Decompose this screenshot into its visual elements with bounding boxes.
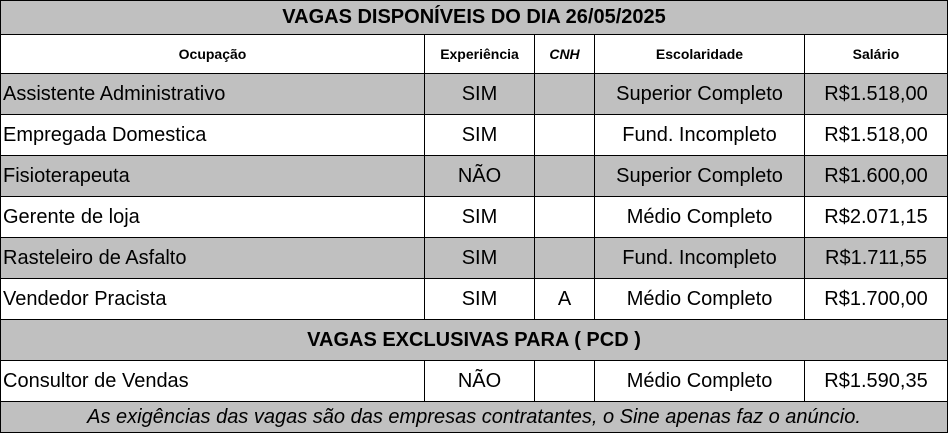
education-cell: Superior Completo bbox=[595, 74, 805, 115]
header-occupation: Ocupação bbox=[1, 35, 425, 74]
occupation-cell: Rasteleiro de Asfalto bbox=[1, 238, 425, 279]
table-row bbox=[1, 197, 948, 238]
education-cell: Médio Completo bbox=[595, 361, 805, 402]
salary-cell: R$1.700,00 bbox=[805, 279, 948, 320]
experience-cell: SIM bbox=[425, 197, 535, 238]
occupation-cell: Assistente Administrativo bbox=[1, 74, 425, 115]
cnh-cell bbox=[535, 115, 595, 156]
experience-cell: SIM bbox=[425, 115, 535, 156]
education-cell: Fund. Incompleto bbox=[595, 115, 805, 156]
salary-cell: R$2.071,15 bbox=[805, 197, 948, 238]
experience-cell: NÃO bbox=[425, 361, 535, 402]
occupation-cell: Consultor de Vendas bbox=[1, 361, 425, 402]
table-row bbox=[1, 279, 948, 320]
salary-cell: R$1.518,00 bbox=[805, 74, 948, 115]
cnh-cell bbox=[535, 197, 595, 238]
header-education: Escolaridade bbox=[595, 35, 805, 74]
experience-cell: NÃO bbox=[425, 156, 535, 197]
education-cell: Superior Completo bbox=[595, 156, 805, 197]
cnh-cell bbox=[535, 156, 595, 197]
table-row bbox=[1, 115, 948, 156]
footer-note: As exigências das vagas são das empresas contratantes, o Sine apenas faz o anúncio. bbox=[1, 402, 948, 433]
header-row bbox=[1, 35, 948, 74]
cnh-cell bbox=[535, 74, 595, 115]
pcd-section-title: VAGAS EXCLUSIVAS PARA ( PCD ) bbox=[1, 320, 948, 361]
header-salary: Salário bbox=[805, 35, 948, 74]
experience-cell: SIM bbox=[425, 238, 535, 279]
salary-cell: R$1.711,55 bbox=[805, 238, 948, 279]
cnh-cell: A bbox=[535, 279, 595, 320]
cnh-cell bbox=[535, 238, 595, 279]
table-row bbox=[1, 156, 948, 197]
header-cnh: CNH bbox=[535, 35, 595, 74]
cnh-cell bbox=[535, 361, 595, 402]
experience-cell: SIM bbox=[425, 279, 535, 320]
salary-cell: R$1.590,35 bbox=[805, 361, 948, 402]
occupation-cell: Gerente de loja bbox=[1, 197, 425, 238]
table-title: VAGAS DISPONÍVEIS DO DIA 26/05/2025 bbox=[1, 1, 948, 35]
occupation-cell: Empregada Domestica bbox=[1, 115, 425, 156]
table-row bbox=[1, 361, 948, 402]
table-row bbox=[1, 74, 948, 115]
education-cell: Médio Completo bbox=[595, 279, 805, 320]
education-cell: Fund. Incompleto bbox=[595, 238, 805, 279]
occupation-cell: Fisioterapeuta bbox=[1, 156, 425, 197]
header-experience: Experiência bbox=[425, 35, 535, 74]
education-cell: Médio Completo bbox=[595, 197, 805, 238]
experience-cell: SIM bbox=[425, 74, 535, 115]
salary-cell: R$1.518,00 bbox=[805, 115, 948, 156]
table-row bbox=[1, 238, 948, 279]
salary-cell: R$1.600,00 bbox=[805, 156, 948, 197]
occupation-cell: Vendedor Pracista bbox=[1, 279, 425, 320]
